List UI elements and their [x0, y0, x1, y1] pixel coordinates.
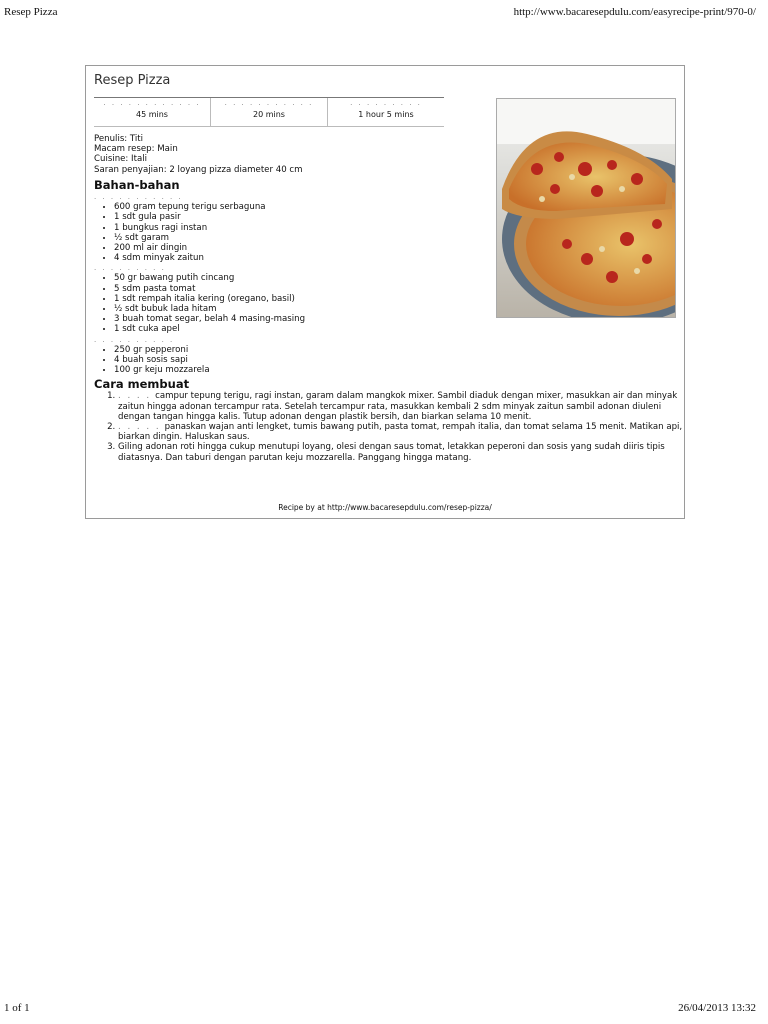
total-time-value: 1 hour 5 mins	[358, 110, 414, 119]
total-time-label: . . . . . . . . .	[350, 99, 422, 107]
method-step	[118, 422, 684, 442]
cook-time-label: . . . . . . . . . . .	[224, 99, 314, 107]
ingredient-group-label: . . . . . . . . . .	[94, 335, 175, 344]
method-heading: Cara membuat	[94, 377, 190, 392]
list-item: • ½ sdt garam	[114, 233, 684, 243]
list-item: • 3 buah tomat segar, belah 4 masing-masing	[114, 314, 684, 324]
recipe-serving: Saran penyajian: 2 loyang pizza diameter 40 cm	[94, 164, 303, 175]
step-prefix: . . . .	[118, 391, 152, 402]
recipe-type: Macam resep: Main	[94, 144, 178, 155]
prep-time-value: 45 mins	[136, 110, 168, 119]
ingredient-group-label: . . . . . . . . . . .	[94, 193, 183, 202]
cook-time	[210, 98, 327, 126]
method-steps	[94, 391, 684, 462]
pizza-photo	[496, 98, 676, 318]
method-step	[118, 391, 684, 422]
list-item: • 250 gr pepperoni	[114, 345, 684, 355]
list-item: • 600 gram tepung terigu serbaguna	[114, 202, 684, 212]
step-text: Giling adonan roti hingga cukup menutupi loyang, olesi dengan saus tomat, letakkan peperoni dan sosis yang sudah diiris tipis diatasnya. Dan taburi dengan parutan keju mozzarella. Panggang hingga matang.	[118, 442, 665, 463]
method-step	[118, 442, 684, 462]
list-item: • 1 sdt gula pasir	[114, 212, 684, 222]
total-time	[327, 98, 444, 126]
recipe-times	[94, 97, 444, 127]
recipe-meta	[94, 134, 303, 175]
prep-time	[94, 98, 210, 126]
step-text: panaskan wajan anti lengket, tumis bawang putih, pasta tomat, rempah italia, dan tomat selama 15 menit. Matikan api, biarkan dingin. Haluskan saus.	[118, 422, 683, 443]
print-datetime: 26/04/2013 13:32	[678, 1002, 756, 1014]
list-item: • 4 buah sosis sapi	[114, 355, 684, 365]
list-item: • 1 sdt cuka apel	[114, 324, 684, 334]
step-text: campur tepung terigu, ragi instan, garam dalam mangkok mixer. Sambil diaduk dengan mixer, masukkan air dan minyak zaitun hingga adonan tercampur rata. Setelah tercampur rata, masukkan kembali 2 sdm minyak zaitun sambil adonan diuleni dengan tangan hingga kalis. Tutup adonan dengan plastik bersih, dan biarkan selama 10 menit.	[118, 391, 678, 422]
recipe-title: Resep Pizza	[94, 73, 171, 88]
pizza-photo-image	[497, 99, 675, 317]
recipe-cuisine: Cuisine: Itali	[94, 154, 148, 165]
list-item: • 1 bungkus ragi instan	[114, 223, 684, 233]
recipe-author: Penulis: Titi	[94, 134, 144, 144]
ingredients-heading: Bahan-bahan	[94, 178, 180, 192]
list-item: • 50 gr bawang putih cincang	[114, 273, 684, 283]
cook-time-value: 20 mins	[253, 110, 285, 119]
list-item: • 100 gr keju mozzarela	[114, 365, 684, 375]
print-header-url[interactable]: http://www.bacaresepdulu.com/easyrecipe-print/970-0/	[513, 6, 756, 18]
ingredient-list	[94, 345, 684, 376]
list-item: • 200 ml air dingin	[114, 243, 684, 253]
step-prefix: . . . . .	[118, 422, 161, 433]
prep-time-label: . . . . . . . . . . . .	[103, 99, 201, 107]
list-item: • ½ sdt bubuk lada hitam	[114, 304, 684, 314]
ingredient-group-label: . . . . . . . . .	[94, 264, 166, 273]
page-counter: 1 of 1	[4, 1002, 30, 1014]
list-item: • 5 sdm pasta tomat	[114, 284, 684, 294]
list-item: • 4 sdm minyak zaitun	[114, 253, 684, 263]
list-item: • 1 sdt rempah italia kering (oregano, basil)	[114, 294, 684, 304]
recipe-card	[85, 65, 685, 519]
recipe-credit: Recipe by at http://www.bacaresepdulu.com/resep-pizza/	[278, 503, 492, 512]
print-header-title: Resep Pizza	[4, 6, 58, 18]
